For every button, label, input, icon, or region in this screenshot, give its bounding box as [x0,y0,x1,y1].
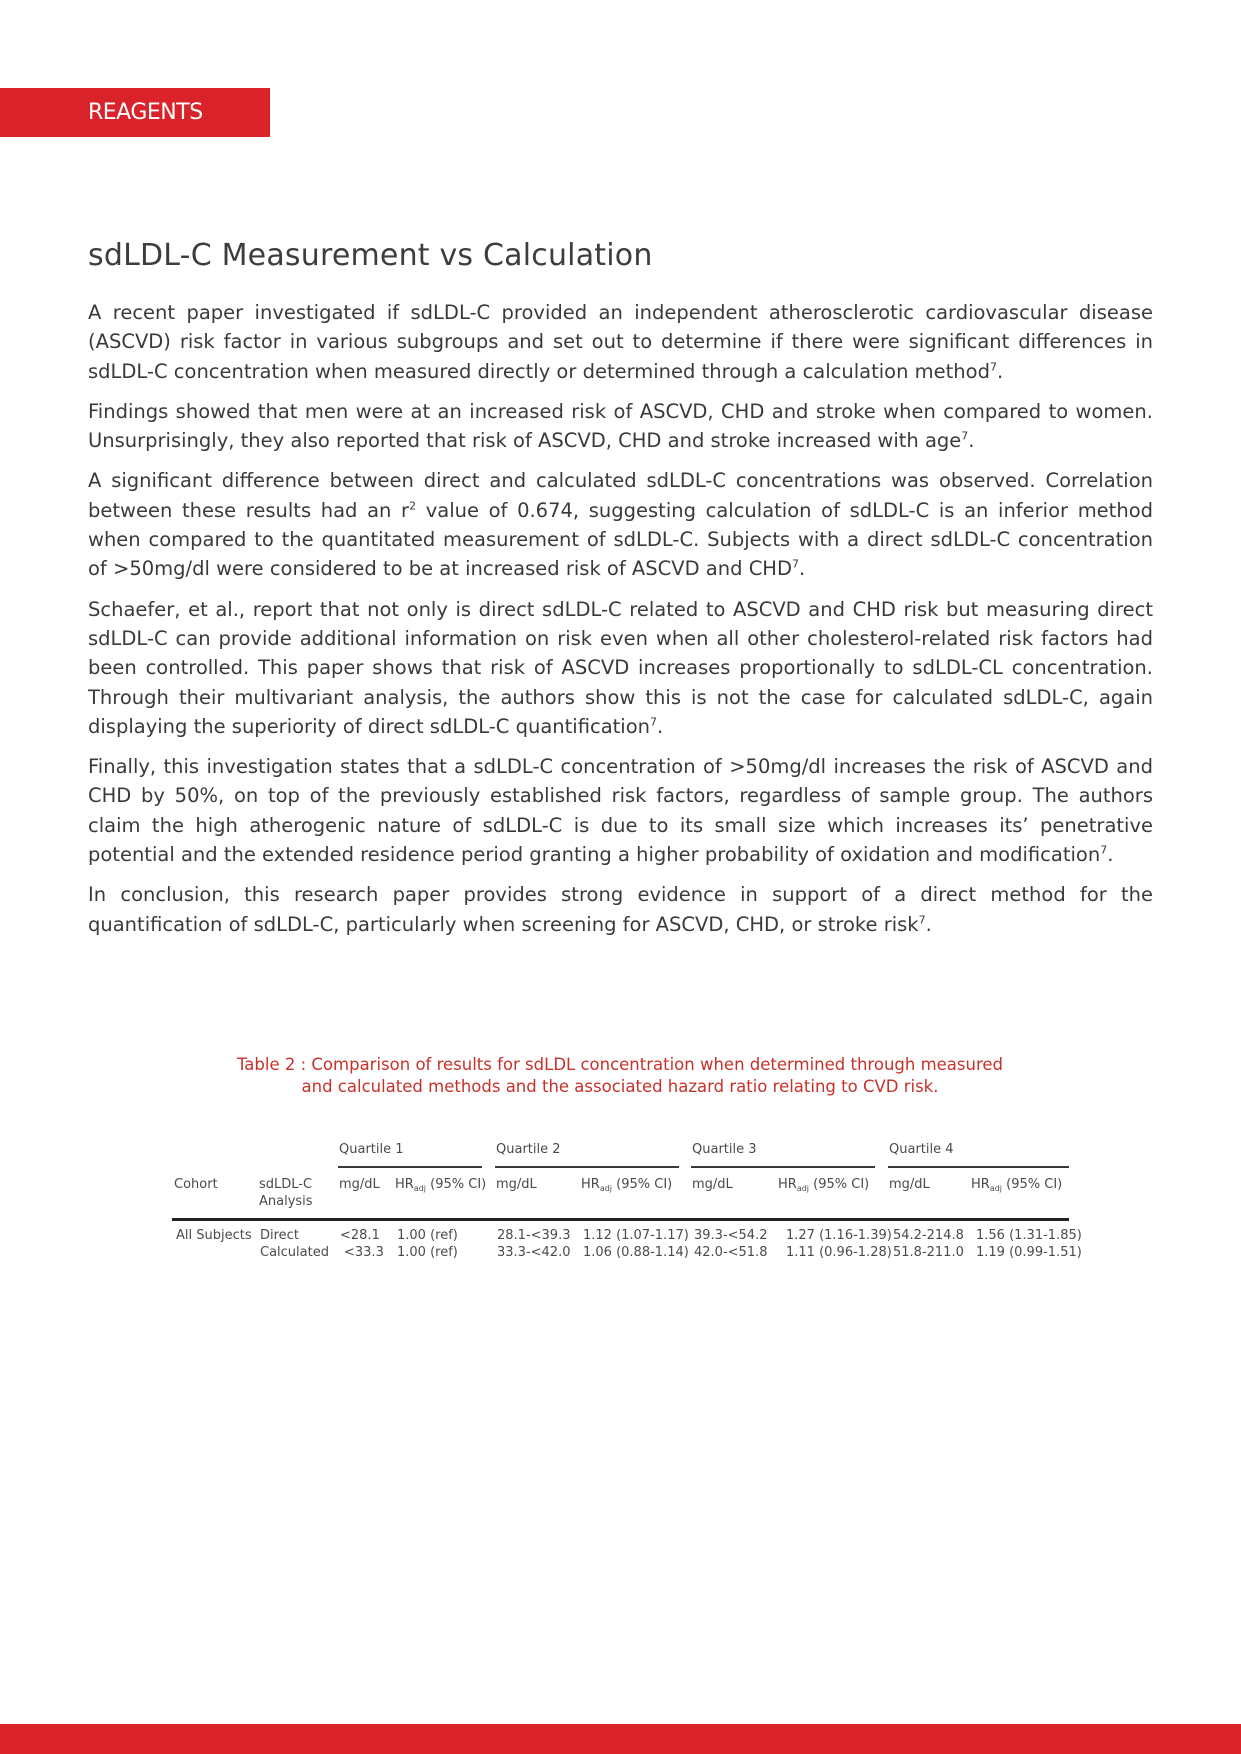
article-body [88,298,1153,950]
quartile-2-rule [495,1166,679,1168]
table-cell: 1.11 (0.96-1.28) [786,1245,892,1260]
quartile-4-header: Quartile 4 [889,1142,954,1157]
table-cell: <33.3 [344,1245,384,1260]
table-cell: 51.8-211.0 [893,1245,964,1260]
section-banner-label: REAGENTS [88,100,203,125]
col-q2-hr: $HR_{adj}$ (95% CI) [581,1177,673,1193]
table-cell: 33.3-<42.0 [497,1245,571,1260]
paragraph-2: Findings showed that men were at an increased risk of ASCVD, CHD and stroke when compared to women. Unsurprisingly, they also reported that risk of ASCVD, CHD and stroke increased with age$^7$. [88,399,1153,453]
paragraph-3: A significant difference between direct and calculated sdLDL-C concentrations was observed. Correlation between these results had an $r^2$ value of 0.674, suggesting calculation of sdLDL-C is an inferior method when compared to the quantitated measurement of sdLDL-C. Subjects with a direct sdLDL-C concentration of >50mg/dl were considered to be at increased risk of ASCVD and CHD$^7$. [88,469,1153,581]
table-cell: All Subjects [176,1228,252,1243]
col-q3-hr: $HR_{adj}$ (95% CI) [778,1177,870,1193]
table-cell: 1.56 (1.31-1.85) [976,1228,1082,1243]
col-q1-hr: $HR_{adj}$ (95% CI) [395,1177,487,1193]
table-cell: Direct [260,1228,299,1243]
table-cell: 39.3-<54.2 [694,1228,768,1243]
footer-bar [0,1724,1241,1754]
table-cell: 1.19 (0.99-1.51) [976,1245,1082,1260]
table-cell: 1.00 (ref) [397,1228,458,1243]
section-banner [0,88,270,137]
col-q3-mgdl: mg/dL [692,1177,733,1192]
table-cell: Calculated [260,1245,329,1260]
col-cohort: Cohort [174,1177,218,1192]
quartile-2-header: Quartile 2 [496,1142,561,1157]
quartile-4-rule [888,1166,1069,1168]
caption-line-2: and calculated methods and the associated hazard ratio relating to CVD risk. [301,1077,939,1096]
col-q4-mgdl: mg/dL [889,1177,930,1192]
paragraph-6: In conclusion, this research paper provides strong evidence in support of a direct method for the quantification of sdLDL-C, particularly when screening for ASCVD, CHD, or stroke risk$^7$. [88,883,1153,936]
quartile-3-rule [691,1166,875,1168]
table-cell: 28.1-<39.3 [497,1228,571,1243]
col-q2-mgdl: mg/dL [496,1177,537,1192]
col-analysis: sdLDL-C Analysis [259,1177,313,1209]
paragraph-5: Finally, this investigation states that a sdLDL-C concentration of >50mg/dl increases the risk of ASCVD and CHD by 50%, on top of the previously established risk factors, regardless of sample group. The authors claim the high atherogenic nature of sdLDL-C is due to its small size which increases its’ penetrative potential and the extended residence period granting a higher probability of oxidation and modification$^7$. [88,755,1153,867]
table-cell: 1.27 (1.16-1.39) [786,1228,892,1243]
header-divider [172,1218,1069,1221]
table-cell: 1.00 (ref) [397,1245,458,1260]
col-q4-hr: $HR_{adj}$ (95% CI) [971,1177,1063,1193]
paragraph-1: A recent paper investigated if sdLDL-C provided an independent atherosclerotic cardiovascular disease (ASCVD) risk factor in various subgroups and set out to determine if there were significant differences in sdLDL-C concentration when measured directly or determined through a calculation method$^7$. [88,301,1153,383]
quartile-1-header: Quartile 1 [339,1142,404,1157]
quartile-1-rule [338,1166,482,1168]
quartile-3-header: Quartile 3 [692,1142,757,1157]
table-cell: 54.2-214.8 [893,1228,964,1243]
table-cell: 42.0-<51.8 [694,1245,768,1260]
col-q1-mgdl: mg/dL [339,1177,380,1192]
page-title: sdLDL-C Measurement vs Calculation [88,238,653,273]
table-cell: <28.1 [340,1228,380,1243]
table-cell: 1.12 (1.07-1.17) [583,1228,689,1243]
table-caption [200,1054,1040,1098]
caption-line-1: Table 2 : Comparison of results for sdLDL concentration when determined through measured [236,1055,1004,1074]
paragraph-4: Schaefer, et al., report that not only is direct sdLDL-C related to ASCVD and CHD risk but measuring direct sdLDL-C can provide additional information on risk even when all other cholesterol-related risk factors had been controlled. This paper shows that risk of ASCVD increases proportionally to sdLDL-CL concentration. Through their multivariant analysis, the authors show this is not the case for calculated sdLDL-C, again displaying the superiority of direct sdLDL-C quantification$^7$. [88,597,1153,738]
table-cell: 1.06 (0.88-1.14) [583,1245,689,1260]
